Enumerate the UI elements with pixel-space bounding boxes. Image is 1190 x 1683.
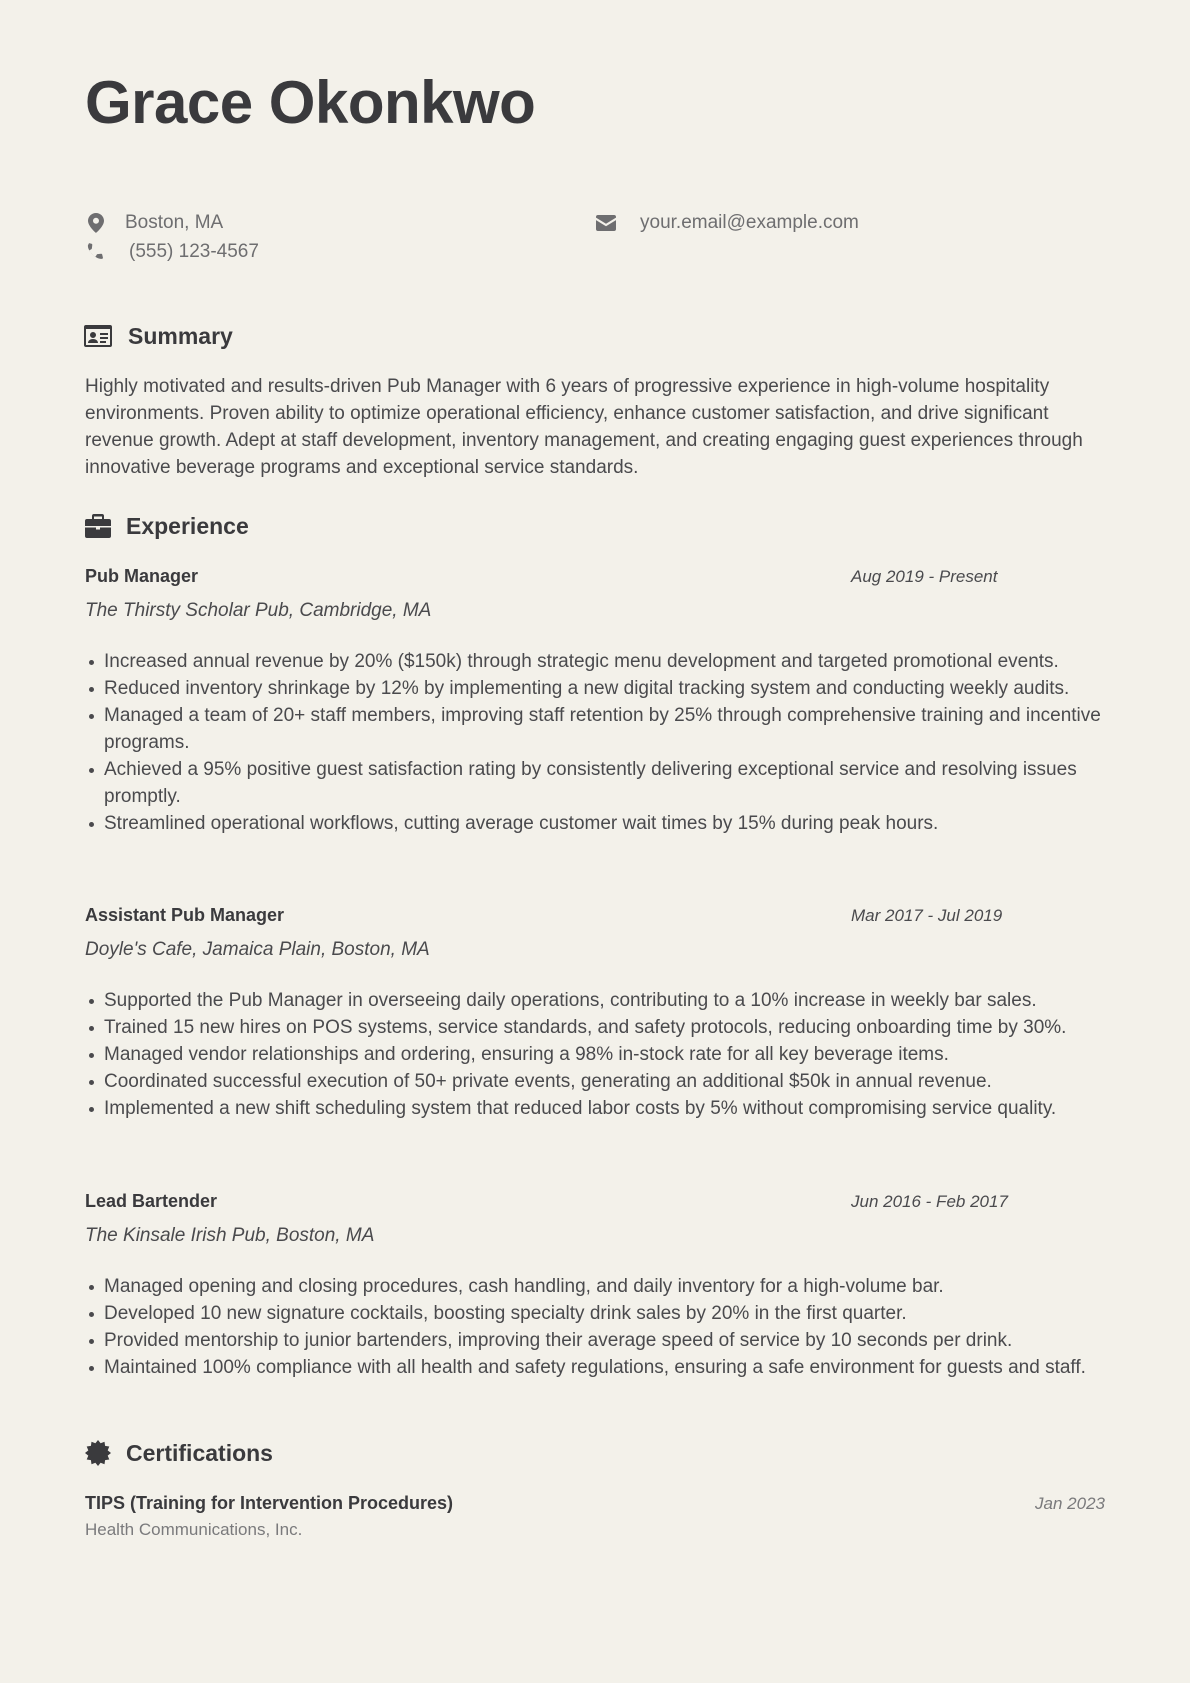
contact-location	[84, 211, 223, 235]
certification-issuer: Health Communications, Inc.	[85, 1520, 303, 1539]
job-bullet: Supported the Pub Manager in overseeing daily operations, contributing to a 10% increase in weekly bar sales.	[104, 987, 1129, 1014]
email-text[interactable]: your.email@example.com	[640, 212, 859, 233]
summary-heading	[84, 322, 233, 350]
job-bullet: Increased annual revenue by 20% ($150k) through strategic menu development and targeted promotional events.	[104, 648, 1129, 675]
experience-heading	[84, 512, 249, 540]
phone-text: (555) 123-4567	[129, 241, 259, 262]
envelope-icon	[594, 211, 618, 235]
job-bullet: Trained 15 new hires on POS systems, service standards, and safety protocols, reducing onboarding time by 30%.	[104, 1014, 1129, 1041]
job-bullets	[85, 1273, 1129, 1381]
job-company: The Kinsale Irish Pub, Boston, MA	[85, 1225, 375, 1246]
summary-text: Highly motivated and results-driven Pub Manager with 6 years of progressive experience in high-volume hospitality environments. Proven ability to optimize operational efficiency, enhance customer satisfaction, and drive significant revenue growth. Adept at staff development, inventory management, and creating engaging guest experiences through innovative beverage programs and exceptional service standards.	[85, 376, 1083, 478]
certifications-heading	[84, 1439, 273, 1467]
certification-name: TIPS (Training for Intervention Procedures)	[85, 1493, 454, 1513]
job-title: Assistant Pub Manager	[85, 905, 285, 925]
job-bullet: Streamlined operational workflows, cutting average customer wait times by 15% during peak hours.	[104, 810, 1129, 837]
id-card-icon	[84, 322, 112, 350]
job-title: Pub Manager	[85, 566, 199, 586]
certificate-badge-icon	[84, 1439, 112, 1467]
contact-email	[594, 211, 859, 235]
job-bullets	[85, 648, 1129, 837]
candidate-name: Grace Okonkwo	[85, 69, 536, 136]
job-bullet: Managed a team of 20+ staff members, improving staff retention by 25% through comprehensive training and incentive programs.	[104, 702, 1129, 756]
job-dates: Mar 2017 - Jul 2019	[851, 906, 1003, 925]
map-marker-icon	[84, 211, 108, 235]
experience-title: Experience	[126, 512, 249, 539]
job-bullet: Managed vendor relationships and ordering, ensuring a 98% in-stock rate for all key beverage items.	[104, 1041, 1129, 1068]
location-text: Boston, MA	[125, 212, 224, 233]
job-title: Lead Bartender	[85, 1191, 218, 1211]
job-bullets	[85, 987, 1129, 1122]
job-bullet: Coordinated successful execution of 50+ private events, generating an additional $50k in annual revenue.	[104, 1068, 1129, 1095]
job-bullet: Developed 10 new signature cocktails, boosting specialty drink sales by 20% in the first quarter.	[104, 1300, 1129, 1327]
job-dates: Aug 2019 - Present	[851, 567, 998, 586]
job-bullet: Provided mentorship to junior bartenders, improving their average speed of service by 10 seconds per drink.	[104, 1327, 1129, 1354]
job-bullet: Reduced inventory shrinkage by 12% by implementing a new digital tracking system and conducting weekly audits.	[104, 675, 1129, 702]
certification-date: Jan 2023	[1035, 1494, 1105, 1513]
briefcase-icon	[84, 512, 112, 540]
summary-title: Summary	[128, 322, 233, 349]
phone-icon	[84, 240, 108, 264]
job-dates: Jun 2016 - Feb 2017	[851, 1192, 1008, 1211]
job-bullet: Achieved a 95% positive guest satisfaction rating by consistently delivering exceptional service and resolving issues promptly.	[104, 756, 1129, 810]
job-bullet: Managed opening and closing procedures, cash handling, and daily inventory for a high-volume bar.	[104, 1273, 1129, 1300]
contact-phone	[84, 240, 259, 264]
job-bullet: Maintained 100% compliance with all health and safety regulations, ensuring a safe environment for guests and staff.	[104, 1354, 1129, 1381]
job-company: The Thirsty Scholar Pub, Cambridge, MA	[85, 600, 432, 621]
job-bullet: Implemented a new shift scheduling system that reduced labor costs by 5% without compromising service quality.	[104, 1095, 1129, 1122]
job-company: Doyle's Cafe, Jamaica Plain, Boston, MA	[85, 939, 430, 960]
certifications-title: Certifications	[126, 1439, 273, 1466]
